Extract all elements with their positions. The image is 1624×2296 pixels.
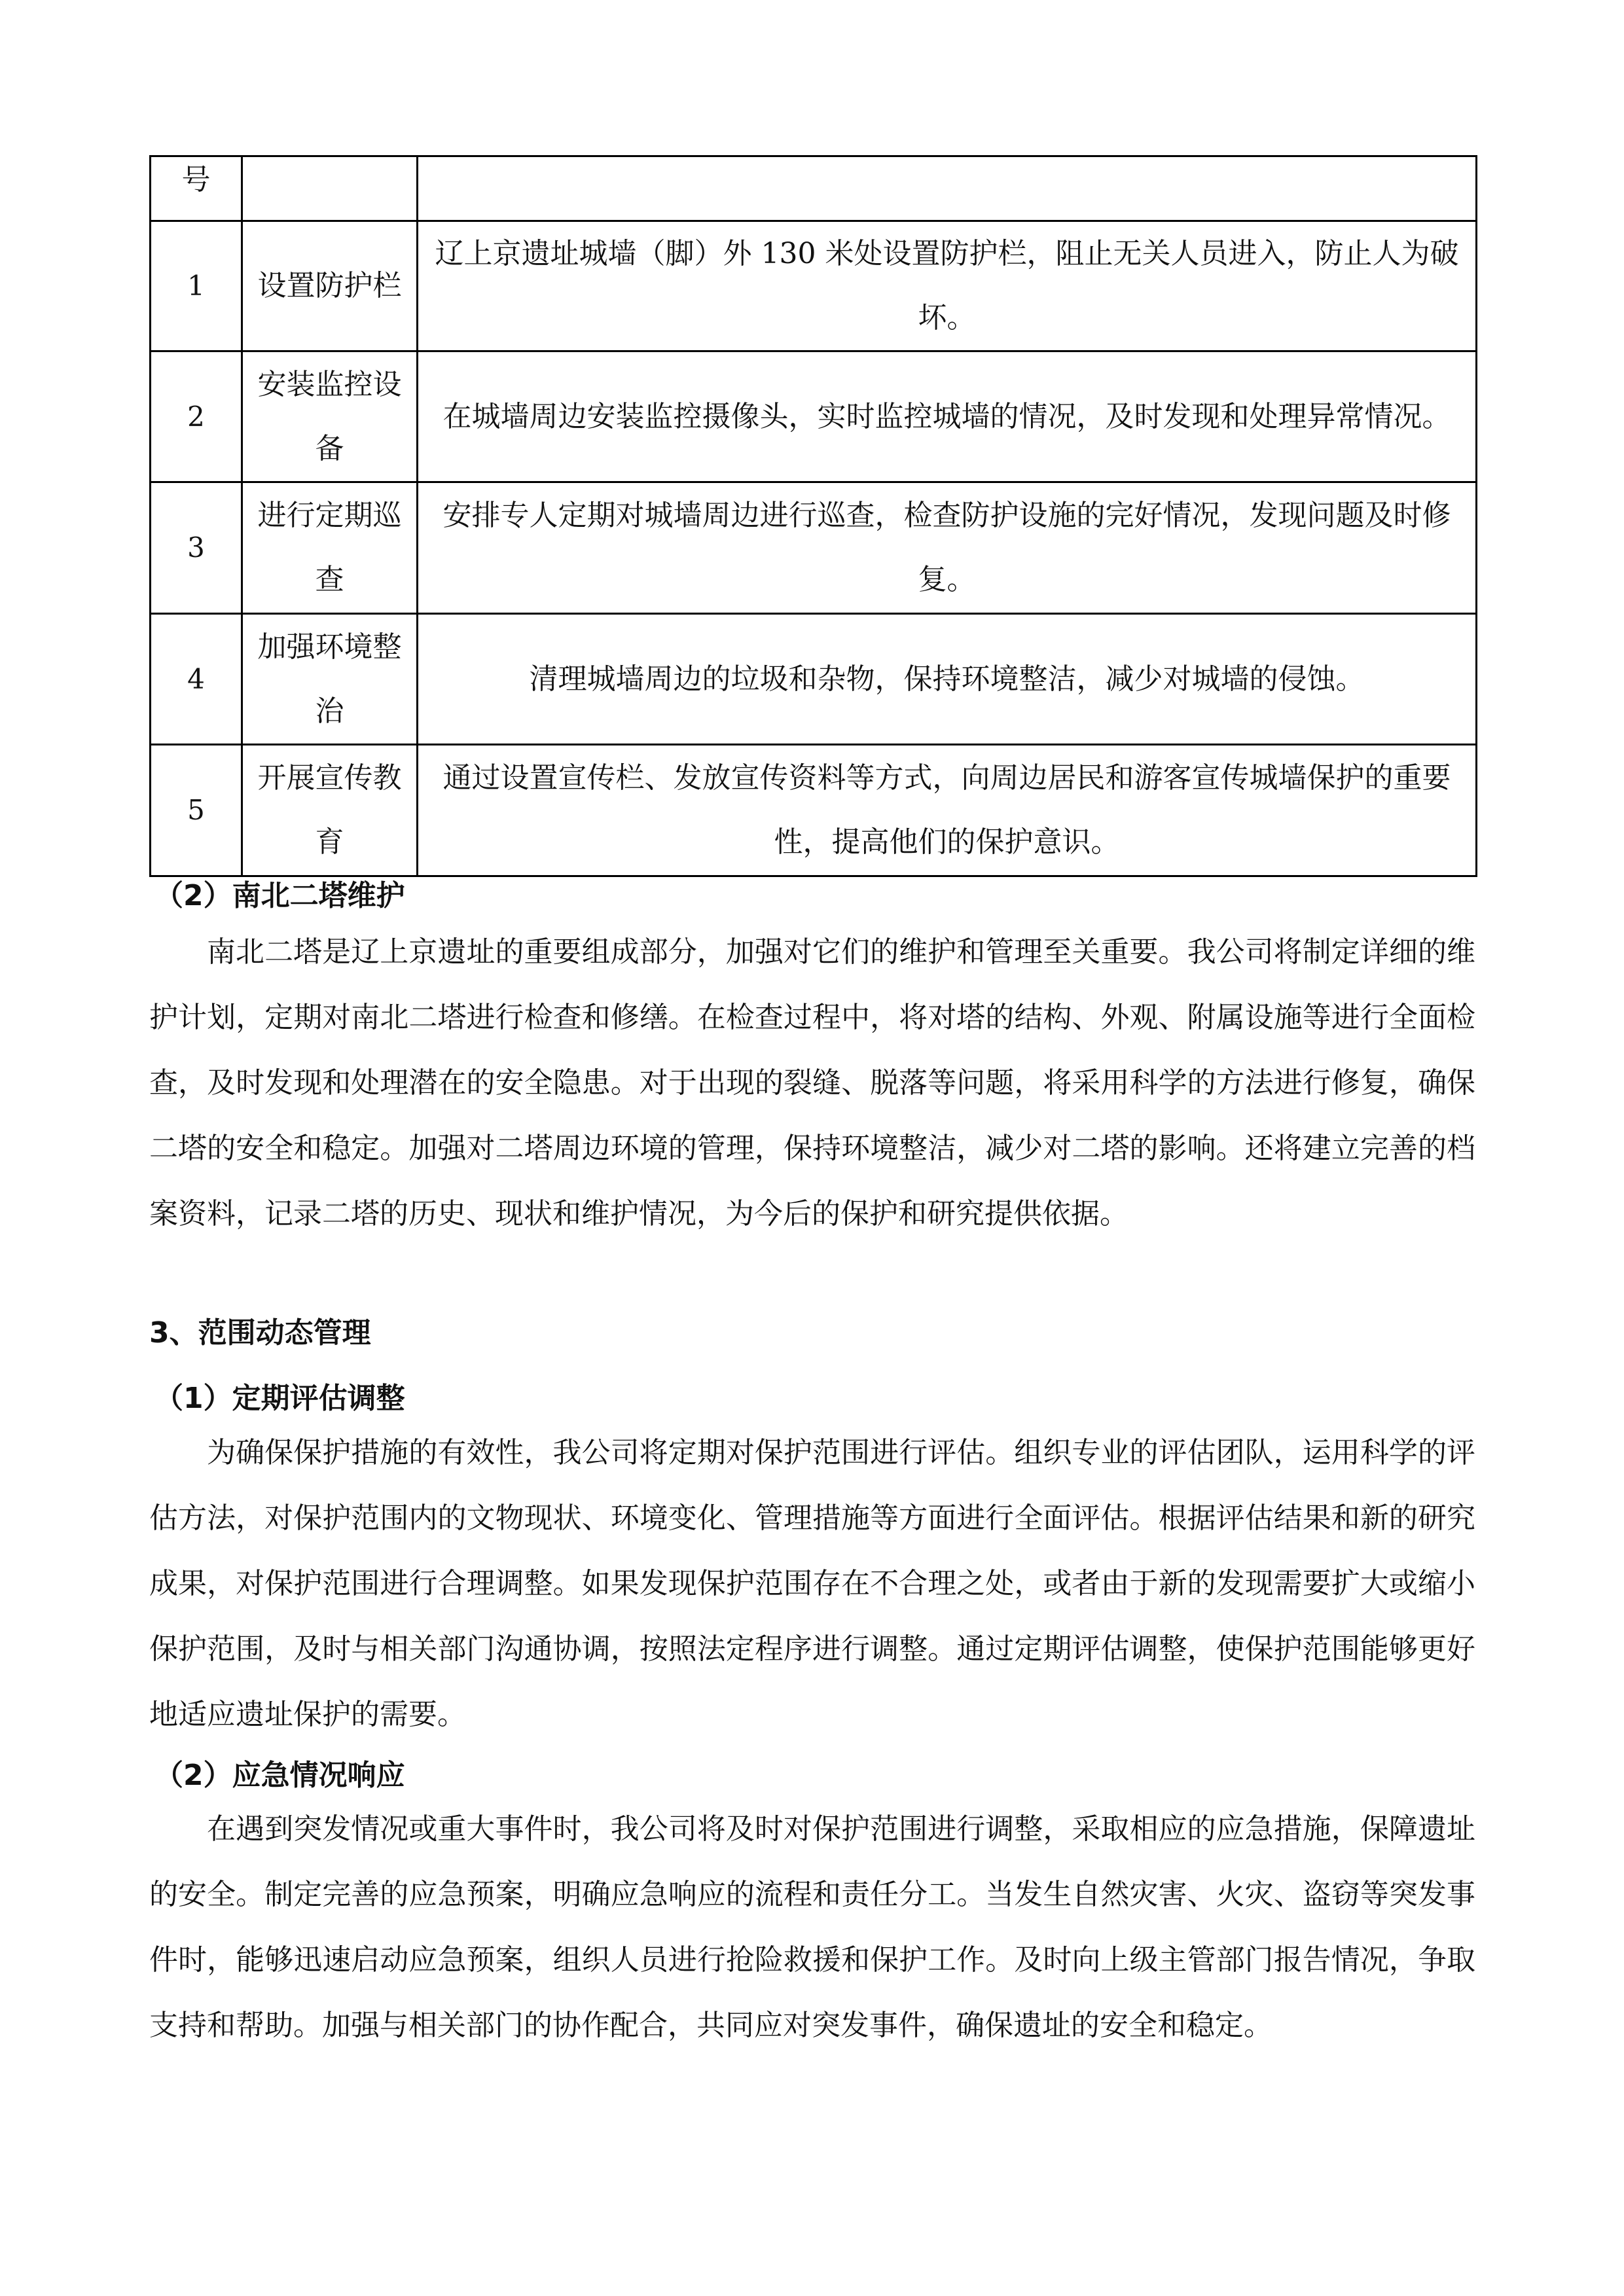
header-cell-measure — [242, 156, 418, 221]
header-cell-content — [418, 156, 1477, 221]
measure-name: 加强环境整治 — [242, 614, 418, 745]
table-row — [151, 221, 1477, 351]
table-row — [151, 351, 1477, 482]
table-row — [151, 614, 1477, 745]
paragraph-periodic-evaluation: 为确保保护措施的有效性，我公司将定期对保护范围进行评估。组织专业的评估团队，运用科学的评估方法，对保护范围内的文物现状、环境变化、管理措施等方面进行全面评估。根据评估结果和新的研究成果，对保护范围进行合理调整。如果发现保护范围存在不合理之处，或者由于新的发现需要扩大或缩小保护范围，及时与相关部门沟通协调，按照法定程序进行调整。通过定期评估调整，使保护范围能够更好地适应遗址保护的需要。 — [149, 1436, 1475, 1731]
row-number: 3 — [151, 482, 242, 614]
protection-measures-table — [149, 155, 1477, 877]
row-number: 5 — [151, 745, 242, 876]
measure-description: 在城墙周边安装监控摄像头，实时监控城墙的情况，及时发现和处理异常情况。 — [418, 351, 1477, 482]
header-cell-number: 号 — [151, 156, 242, 221]
section-heading-emergency-response: （2）应急情况响应 — [154, 1759, 405, 1792]
measure-description: 安排专人定期对城墙周边进行巡查，检查防护设施的完好情况，发现问题及时修复。 — [418, 482, 1477, 614]
table-row — [151, 745, 1477, 876]
row-number: 2 — [151, 351, 242, 482]
measure-description: 辽上京遗址城墙（脚）外 130 米处设置防护栏，阻止无关人员进入，防止人为破坏。 — [418, 221, 1477, 351]
section-heading-tower-maintenance: （2）南北二塔维护 — [154, 879, 405, 912]
paragraph-emergency-response: 在遇到突发情况或重大事件时，我公司将及时对保护范围进行调整，采取相应的应急措施，保障遗址的安全。制定完善的应急预案，明确应急响应的流程和责任分工。当发生自然灾害、火灾、盗窃等突发事件时，能够迅速启动应急预案，组织人员进行抢险救援和保护工作。及时向上级主管部门报告情况，争取支持和帮助。加强与相关部门的协作配合，共同应对突发事件，确保遗址的安全和稳定。 — [149, 1812, 1475, 2042]
measure-name: 进行定期巡查 — [242, 482, 418, 614]
table-row — [151, 482, 1477, 614]
row-number: 1 — [151, 221, 242, 351]
table-header-row-continued — [151, 156, 1477, 221]
measure-name: 开展宣传教育 — [242, 745, 418, 876]
row-number: 4 — [151, 614, 242, 745]
section-heading-periodic-evaluation: （1）定期评估调整 — [154, 1382, 405, 1415]
measure-description: 清理城墙周边的垃圾和杂物，保持环境整洁，减少对城墙的侵蚀。 — [418, 614, 1477, 745]
paragraph-tower-maintenance: 南北二塔是辽上京遗址的重要组成部分，加强对它们的维护和管理至关重要。我公司将制定详细的维护计划，定期对南北二塔进行检查和修缮。在检查过程中，将对塔的结构、外观、附属设施等进行全面检查，及时发现和处理潜在的安全隐患。对于出现的裂缝、脱落等问题，将采用科学的方法进行修复，确保二塔的安全和稳定。加强对二塔周边环境的管理，保持环境整洁，减少对二塔的影响。还将建立完善的档案资料，记录二塔的历史、现状和维护情况，为今后的保护和研究提供依据。 — [149, 935, 1475, 1230]
measure-name: 设置防护栏 — [242, 221, 418, 351]
measure-description: 通过设置宣传栏、发放宣传资料等方式，向周边居民和游客宣传城墙保护的重要性，提高他们的保护意识。 — [418, 745, 1477, 876]
section-heading-dynamic-management: 3、范围动态管理 — [149, 1316, 371, 1350]
measure-name: 安装监控设备 — [242, 351, 418, 482]
